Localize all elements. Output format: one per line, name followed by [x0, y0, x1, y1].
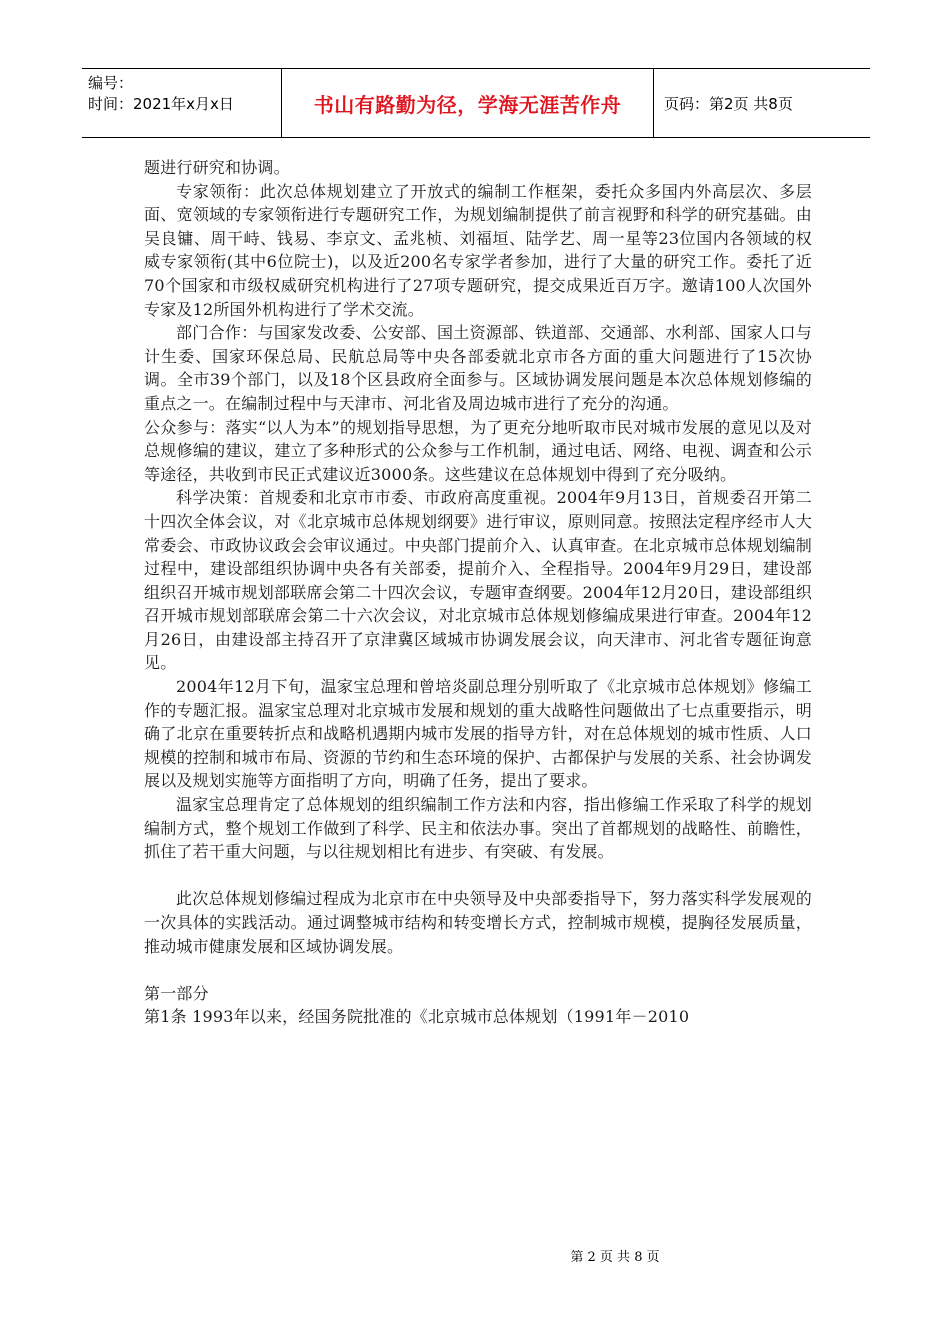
body-paragraph: 此次总体规划修编过程成为北京市在中央领导及中央部委指导下，努力落实科学发展观的一次具体的实践活动。通过调整城市结构和转变增长方式，控制城市规模，提胸径发展质量，推动城市健康发展和区域协调发展。 [144, 889, 812, 956]
paragraph-spacer [144, 958, 812, 982]
header-date-label: 时间：2021年x月x日 [88, 95, 234, 113]
body-paragraph: 第1条 1993年以来，经国务院批准的《北京城市总体规划（1991年－2010 [144, 1007, 690, 1027]
header-page-info: 页码：第2页 共8页 [664, 94, 793, 113]
body-paragraph: 温家宝总理肯定了总体规划的组织编制工作方法和内容，指出修编工作采取了科学的规划编制方式，整个规划工作做到了科学、民主和依法办事。突出了首都规划的战略性、前瞻性，抓住了若干重大问题，与以往规划相比有进步、有突破、有发展。 [144, 795, 812, 862]
body-paragraph: 第一部分 [144, 983, 209, 1003]
body-paragraph: 题进行研究和协调。 [144, 158, 290, 177]
body-paragraph: 科学决策：首规委和北京市市委、市政府高度重视。2004年9月13日，首规委召开第二十四次全体会议，对《北京城市总体规划纲要》进行审议，原则同意。按照法定程序经市人大常委会、市政协议政会会审议通过。中央部门提前介入、认真审查。在北京城市总体规划编制过程中，建设部组织协调中央各有关部委，提前介入、全程指导。2004年9月29日，建设部组织召开城市规划部联席会第二十四次会议，专题审查纲要。2004年12月20日，建设部组织召开城市规划部联席会第二十六次会议，对北京城市总体规划修编成果进行审查。2004年12月26日，由建设部主持召开了京津冀区域城市协调发展会议，向天津市、河北省专题征询意见。 [144, 488, 812, 673]
page-header [82, 68, 870, 138]
header-number-label: 编号： [88, 74, 134, 92]
body-paragraph: 部门合作：与国家发改委、公安部、国土资源部、铁道部、交通部、水利部、国家人口与计生委、国家环保总局、民航总局等中央各部委就北京市各方面的重大问题进行了15次协调。全市39个部门，以及18个区县政府全面参与。区域协调发展问题是本次总体规划修编的重点之一。在编制过程中与天津市、河北省及周边城市进行了充分的沟通。 [144, 323, 812, 413]
paragraph-spacer [144, 864, 812, 888]
document-body [144, 156, 812, 1029]
header-motto: 书山有路勤为径，学海无涯苦作舟 [282, 69, 654, 137]
body-paragraph: 2004年12月下旬，温家宝总理和曾培炎副总理分别听取了《北京城市总体规划》修编工作的专题汇报。温家宝总理对北京城市发展和规划的重大战略性问题做出了七点重要指示，明确了北京在重要转折点和战略机遇期内城市发展的指导方针，对在总体规划的城市性质、人口规模的控制和城市布局、资源的节约和生态环境的保护、古都保护与发展的关系、社会协调发展以及规划实施等方面指明了方向，明确了任务，提出了要求。 [144, 677, 812, 791]
footer-page-number: 第 2 页 共 8 页 [570, 1250, 660, 1265]
header-meta [82, 69, 282, 137]
body-paragraph: 专家领衔：此次总体规划建立了开放式的编制工作框架，委托众多国内外高层次、多层面、宽领域的专家领衔进行专题研究工作，为规划编制提供了前言视野和科学的研究基础。由吴良镛、周干峙、钱易、李京文、孟兆桢、刘福垣、陆学艺、周一星等23位国内各领域的权威专家领衔(其中6位院士)，以及近200名专家学者参加，进行了大量的研究工作。委托了近70个国家和市级权威研究机构进行了27项专题研究，提交成果近百万字。邀请100人次国外专家及12所国外机构进行了学术交流。 [144, 181, 812, 319]
page-footer [0, 1246, 950, 1265]
body-paragraph: 公众参与：落实“以人为本”的规划指导思想，为了更充分地听取市民对城市发展的意见以及对总规修编的建议，建立了多种形式的公众参与工作机制，通过电话、网络、电视、调查和公示等途径，共收到市民正式建议近3000条。这些建议在总体规划中得到了充分吸纳。 [144, 417, 812, 484]
